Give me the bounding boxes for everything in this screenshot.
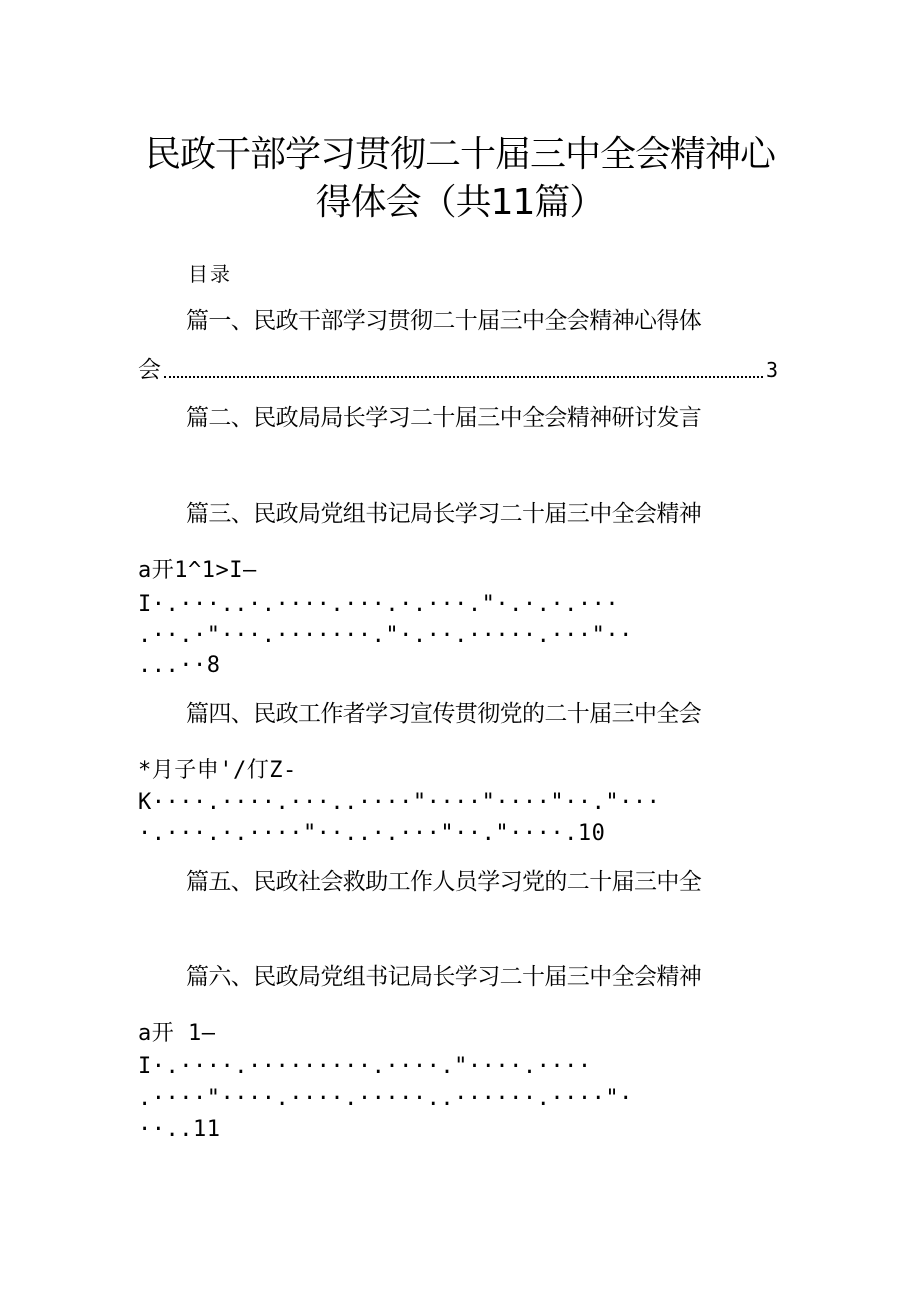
toc-entry-6-garbled-line-4: ··..11	[138, 1117, 221, 1142]
toc-entry-6-heading[interactable]: 篇六、民政局党组书记局长学习二十届三中全会精神	[186, 964, 702, 990]
toc-entry-1-leader-row[interactable]	[138, 355, 778, 385]
toc-entry-3-garbled-line-4: ...··8	[138, 653, 221, 678]
toc-entry-4-garbled-line-1: *月子申'/仃Z-	[138, 758, 297, 783]
toc-label: 目录	[188, 262, 232, 286]
toc-entry-2-heading[interactable]: 篇二、民政局局长学习二十届三中全会精神研讨发言	[186, 405, 702, 431]
toc-entry-4-heading[interactable]: 篇四、民政工作者学习宣传贯彻党的二十届三中全会	[186, 701, 702, 727]
toc-entry-5-heading[interactable]: 篇五、民政社会救助工作人员学习党的二十届三中全	[186, 869, 702, 895]
toc-entry-6-garbled-line-3: .····"····.····.·····..······.····"·	[138, 1086, 633, 1111]
toc-entry-4-garbled-line-3: ·.···.·.····"··..·.···"··."····.10	[138, 821, 606, 846]
toc-entry-6-garbled-line-2: I·.····.·········.····."····.····	[138, 1054, 592, 1079]
toc-entry-1-page-number: 3	[765, 358, 778, 382]
dot-leader	[164, 376, 763, 378]
toc-entry-6-garbled-line-1: a开 1—	[138, 1021, 216, 1046]
toc-entry-3-heading[interactable]: 篇三、民政局党组书记局长学习二十届三中全会精神	[186, 501, 702, 527]
toc-entry-3-garbled-line-2: I·.···..·.····.···.·.···."·.·.·.···	[138, 592, 620, 617]
document-title-line-1: 民政干部学习贯彻二十届三中全会精神心	[144, 134, 775, 175]
toc-entry-1-continuation: 会	[138, 357, 161, 383]
toc-entry-4-garbled-line-2: K····.····.···..····"····"····"··."···	[138, 790, 661, 815]
toc-entry-3-garbled-line-1: a开1^1>I—	[138, 558, 257, 583]
toc-entry-3-garbled-line-3: .··.·"···.·······."·.··.·····.···"··	[138, 623, 633, 648]
document-title-line-2: 得体会（共11篇）	[315, 182, 605, 223]
toc-entry-1-heading[interactable]: 篇一、民政干部学习贯彻二十届三中全会精神心得体	[186, 308, 702, 334]
